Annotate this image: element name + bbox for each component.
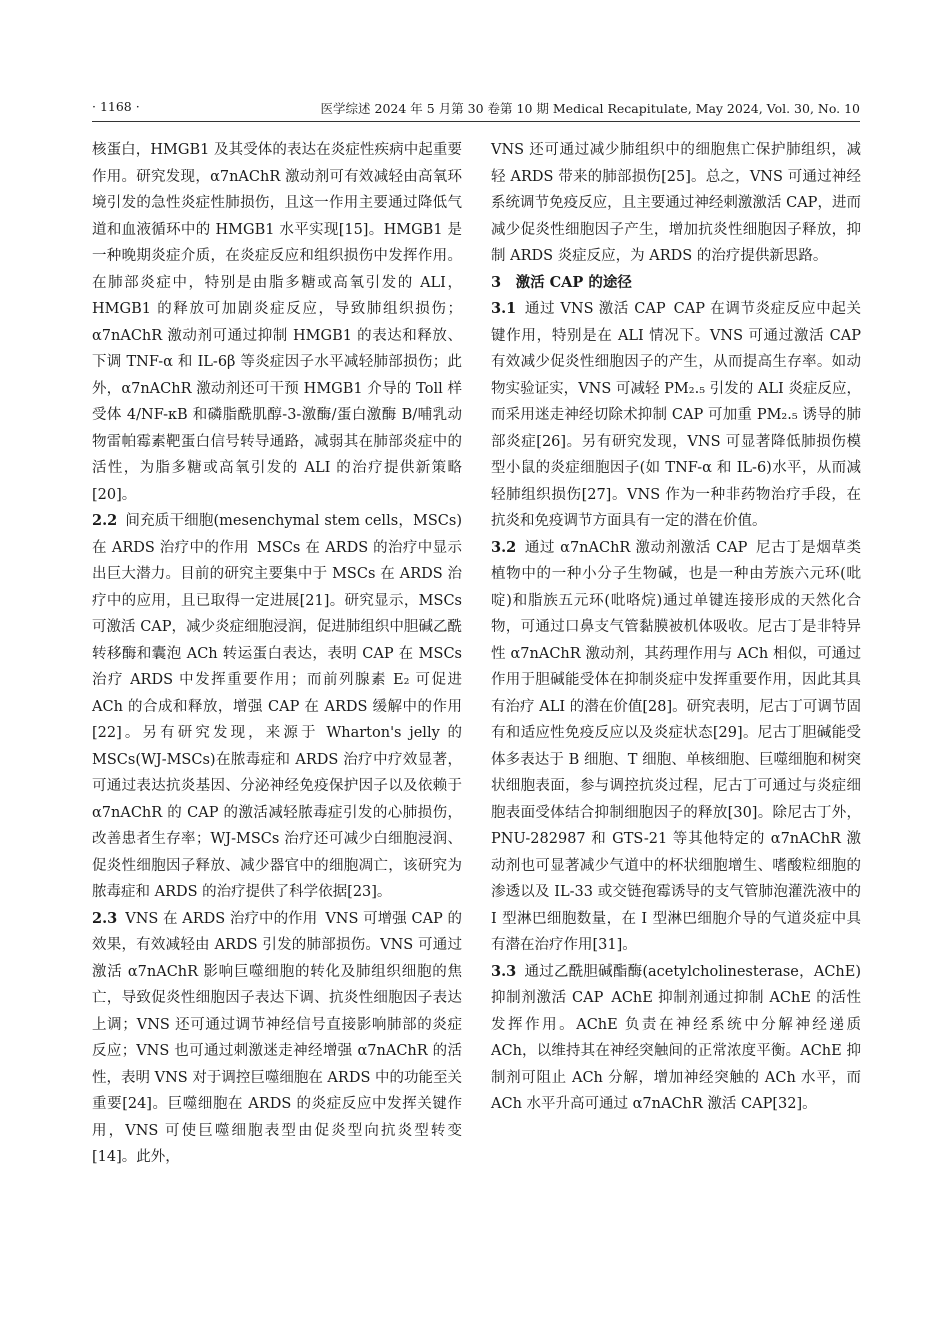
section-2-2-number: 2.2 xyxy=(92,512,118,529)
section-2-3-text: VNS 可增强 CAP 的效果，有效减轻由 ARDS 引发的肺部损伤。VNS 可通过激活 α7nAChR 影响巨噬细胞的转化及肺组织细胞的焦亡，导致促炎性细胞因子表达下调、抗炎性细胞因子表达上调；VNS 还可通过调节神经信号直接影响肺部的炎症反应；VNS 也可通过刺激迷走神经增强 α7nAChR 的活性，表明 VNS 对于调控巨噬细胞在 ARDS 中的功能至关重要[24]。巨噬细胞在 ARDS 的炎症反应中发挥关键作用，VNS 可使巨噬细胞表型由促炎型向抗炎型转变[14]。此外， xyxy=(92,910,462,1165)
section-2-2 xyxy=(92,508,462,906)
section-3-2-text: 尼古丁是烟草类植物中的一种小分子生物碱，也是一种由芳族六元环(吡啶)和脂族五元环(吡咯烷)通过单键连接形成的天然化合物，可通过口鼻支气管黏膜被机体吸收。尼古丁是非特异性 α7nAChR 激动剂，其药理作用与 ACh 相似，可通过作用于胆碱能受体在抑制炎症中发挥重要作用，因此其具有治疗 ALI 的潜在价值[28]。研究表明，尼古丁可调节固有和适应性免疫反应以及炎症状态[29]。尼古丁胆碱能受体多表达于 B 细胞、T 细胞、单核细胞、巨噬细胞和树突状细胞表面，参与调控抗炎过程，尼古丁可通过与炎症细胞表面受体结合抑制细胞因子的释放[30]。除尼古丁外，PNU-282987 和 GTS-21 等其他特定的 α7nAChR 激动剂也可显著减少气道中的杯状细胞增生、嗜酸粒细胞的渗透以及 IL-33 或交链孢霉诱导的支气管肺泡灌洗液中的 Ⅰ 型淋巴细胞数量，在 Ⅰ 型淋巴细胞介导的气道炎症中具有潜在治疗作用[31]。 xyxy=(491,539,862,953)
section-3-1-text: CAP 在调节炎症反应中起关键作用，特别是在 ALI 情况下。VNS 可通过激活 CAP 有效减少促炎性细胞因子的产生，从而提高生存率。如动物实验证实，VNS 可减轻 PM₂.₅ 引发的 ALI 炎症反应，而采用迷走神经切除术抑制 CAP 可加重 PM₂.₅ 诱导的肺部炎症[26]。另有研究发现，VNS 可显著降低肺损伤模型小鼠的炎症细胞因子(如 TNF-α 和 IL-6)水平，从而减轻肺组织损伤[27]。VNS 作为一种非药物治疗手段，在抗炎和免疫调节方面具有一定的潜在价值。 xyxy=(491,301,861,529)
section-3-1-number: 3.1 xyxy=(491,300,517,317)
section-2-2-text: MSCs 在 ARDS 的治疗中显示出巨大潜力。目前的研究主要集中于 MSCs 在 ARDS 治疗中的应用，且已取得一定进展[21]。研究显示，MSCs 可激活 CAP，减少炎症细胞浸润，促进肺组织中胆碱乙酰转移酶和囊泡 ACh 转运蛋白表达，表明 CAP 在 MSCs 治疗 ARDS 中发挥重要作用；而前列腺素 E₂ 可促进 ACh 的合成和释放，增强 CAP 在 ARDS 缓解中的作用[22]。另有研究发现，来源于 Wharton's jelly 的 MSCs(WJ-MSCs)在脓毒症和 ARDS 治疗中疗效显著，可通过表达抗炎基因、分泌神经免疫保护因子以及依赖于 α7nAChR 的 CAP 的激活减轻脓毒症引发的心肺损伤，改善患者生存率；WJ-MSCs 治疗还可减少白细胞浸润、促炎性细胞因子释放、减少器官中的细胞凋亡，该研究为脓毒症和 ARDS 的治疗提供了科学依据[23]。 xyxy=(92,539,463,900)
journal-running-head: 医学综述 2024 年 5 月第 30 卷第 10 期 Medical Recapitulate, May 2024, Vol. 30, No. 10 xyxy=(320,101,860,116)
paragraph-hmgb1: 核蛋白，HMGB1 及其受体的表达在炎症性疾病中起重要作用。研究发现，α7nAChR 激动剂可有效减轻由高氧环境引发的急性炎症性肺损伤，且这一作用主要通过降低气道和血液循环中的 HMGB1 水平实现[15]。HMGB1 是一种晚期炎症介质，在炎症反应和组织损伤中发挥作用。在肺部炎症中，特别是由脂多糖或高氧引发的 ALI，HMGB1 的释放可加剧炎症反应，导致肺组织损伤；α7nAChR 激动剂可通过抑制 HMGB1 的表达和释放、下调 TNF-α 和 IL-6β 等炎症因子水平减轻肺部损伤；此外，α7nAChR 激动剂还可干预 HMGB1 介导的 Toll 样受体 4/NF-κB 和磷脂酰肌醇-3-激酶/蛋白激酶 B/哺乳动物雷帕霉素靶蛋白信号转导通路，减弱其在肺部炎症中的活性，为脂多糖或高氧引发的 ALI 的治疗提供新策略[20]。 xyxy=(92,142,462,503)
section-3-3-number: 3.3 xyxy=(491,962,517,980)
page-number: · 1168 · xyxy=(92,99,140,114)
section-3-3 xyxy=(491,959,861,1118)
section-3-1-title: 通过 VNS 激活 CAP xyxy=(524,301,666,317)
section-3-2-title: 通过 α7nAChR 激动剂激活 CAP xyxy=(524,539,748,556)
page-header xyxy=(92,95,860,122)
section-2-2-title: 间充质干细胞(mesenchymal stem cells，MSCs)在 ARDS 治疗中的作用 xyxy=(92,513,462,556)
section-3-2-number: 3.2 xyxy=(491,538,517,556)
section-2-3-title: VNS 在 ARDS 治疗中的作用 xyxy=(125,910,318,927)
section-2-3 xyxy=(92,906,462,1171)
paragraph-vns-summary: VNS 还可通过减少肺组织中的细胞焦亡保护肺组织，减轻 ARDS 带来的肺部损伤[25]。总之，VNS 可通过神经系统调节免疫反应，且主要通过神经刺激激活 CAP，进而减少促炎性细胞因子产生，增加抗炎性细胞因子释放，抑制 ARDS 炎症反应，为 ARDS 的治疗提供新思路。 xyxy=(491,142,861,264)
left-column xyxy=(92,137,462,1171)
section-3-2 xyxy=(491,535,861,959)
section-3-3-title: 通过乙酰胆碱酯酶(acetylcholinesterase，AChE)抑制剂激活 CAP xyxy=(491,963,861,1006)
section-3-1 xyxy=(491,296,861,535)
section-3-heading: 3 激活 CAP 的途径 xyxy=(491,273,632,291)
section-2-3-number: 2.3 xyxy=(92,909,118,927)
right-column xyxy=(491,137,861,1118)
section-3-3-text: AChE 抑制剂通过抑制 AChE 的活性发挥作用。AChE 负责在神经系统中分解神经递质 ACh，以维持其在神经突触间的正常浓度平衡。AChE 抑制剂可阻止 ACh 分解，增加神经突触的 ACh 水平，而 ACh 水平升高可通过 α7nAChR 激活 CAP[32]。 xyxy=(491,990,861,1112)
